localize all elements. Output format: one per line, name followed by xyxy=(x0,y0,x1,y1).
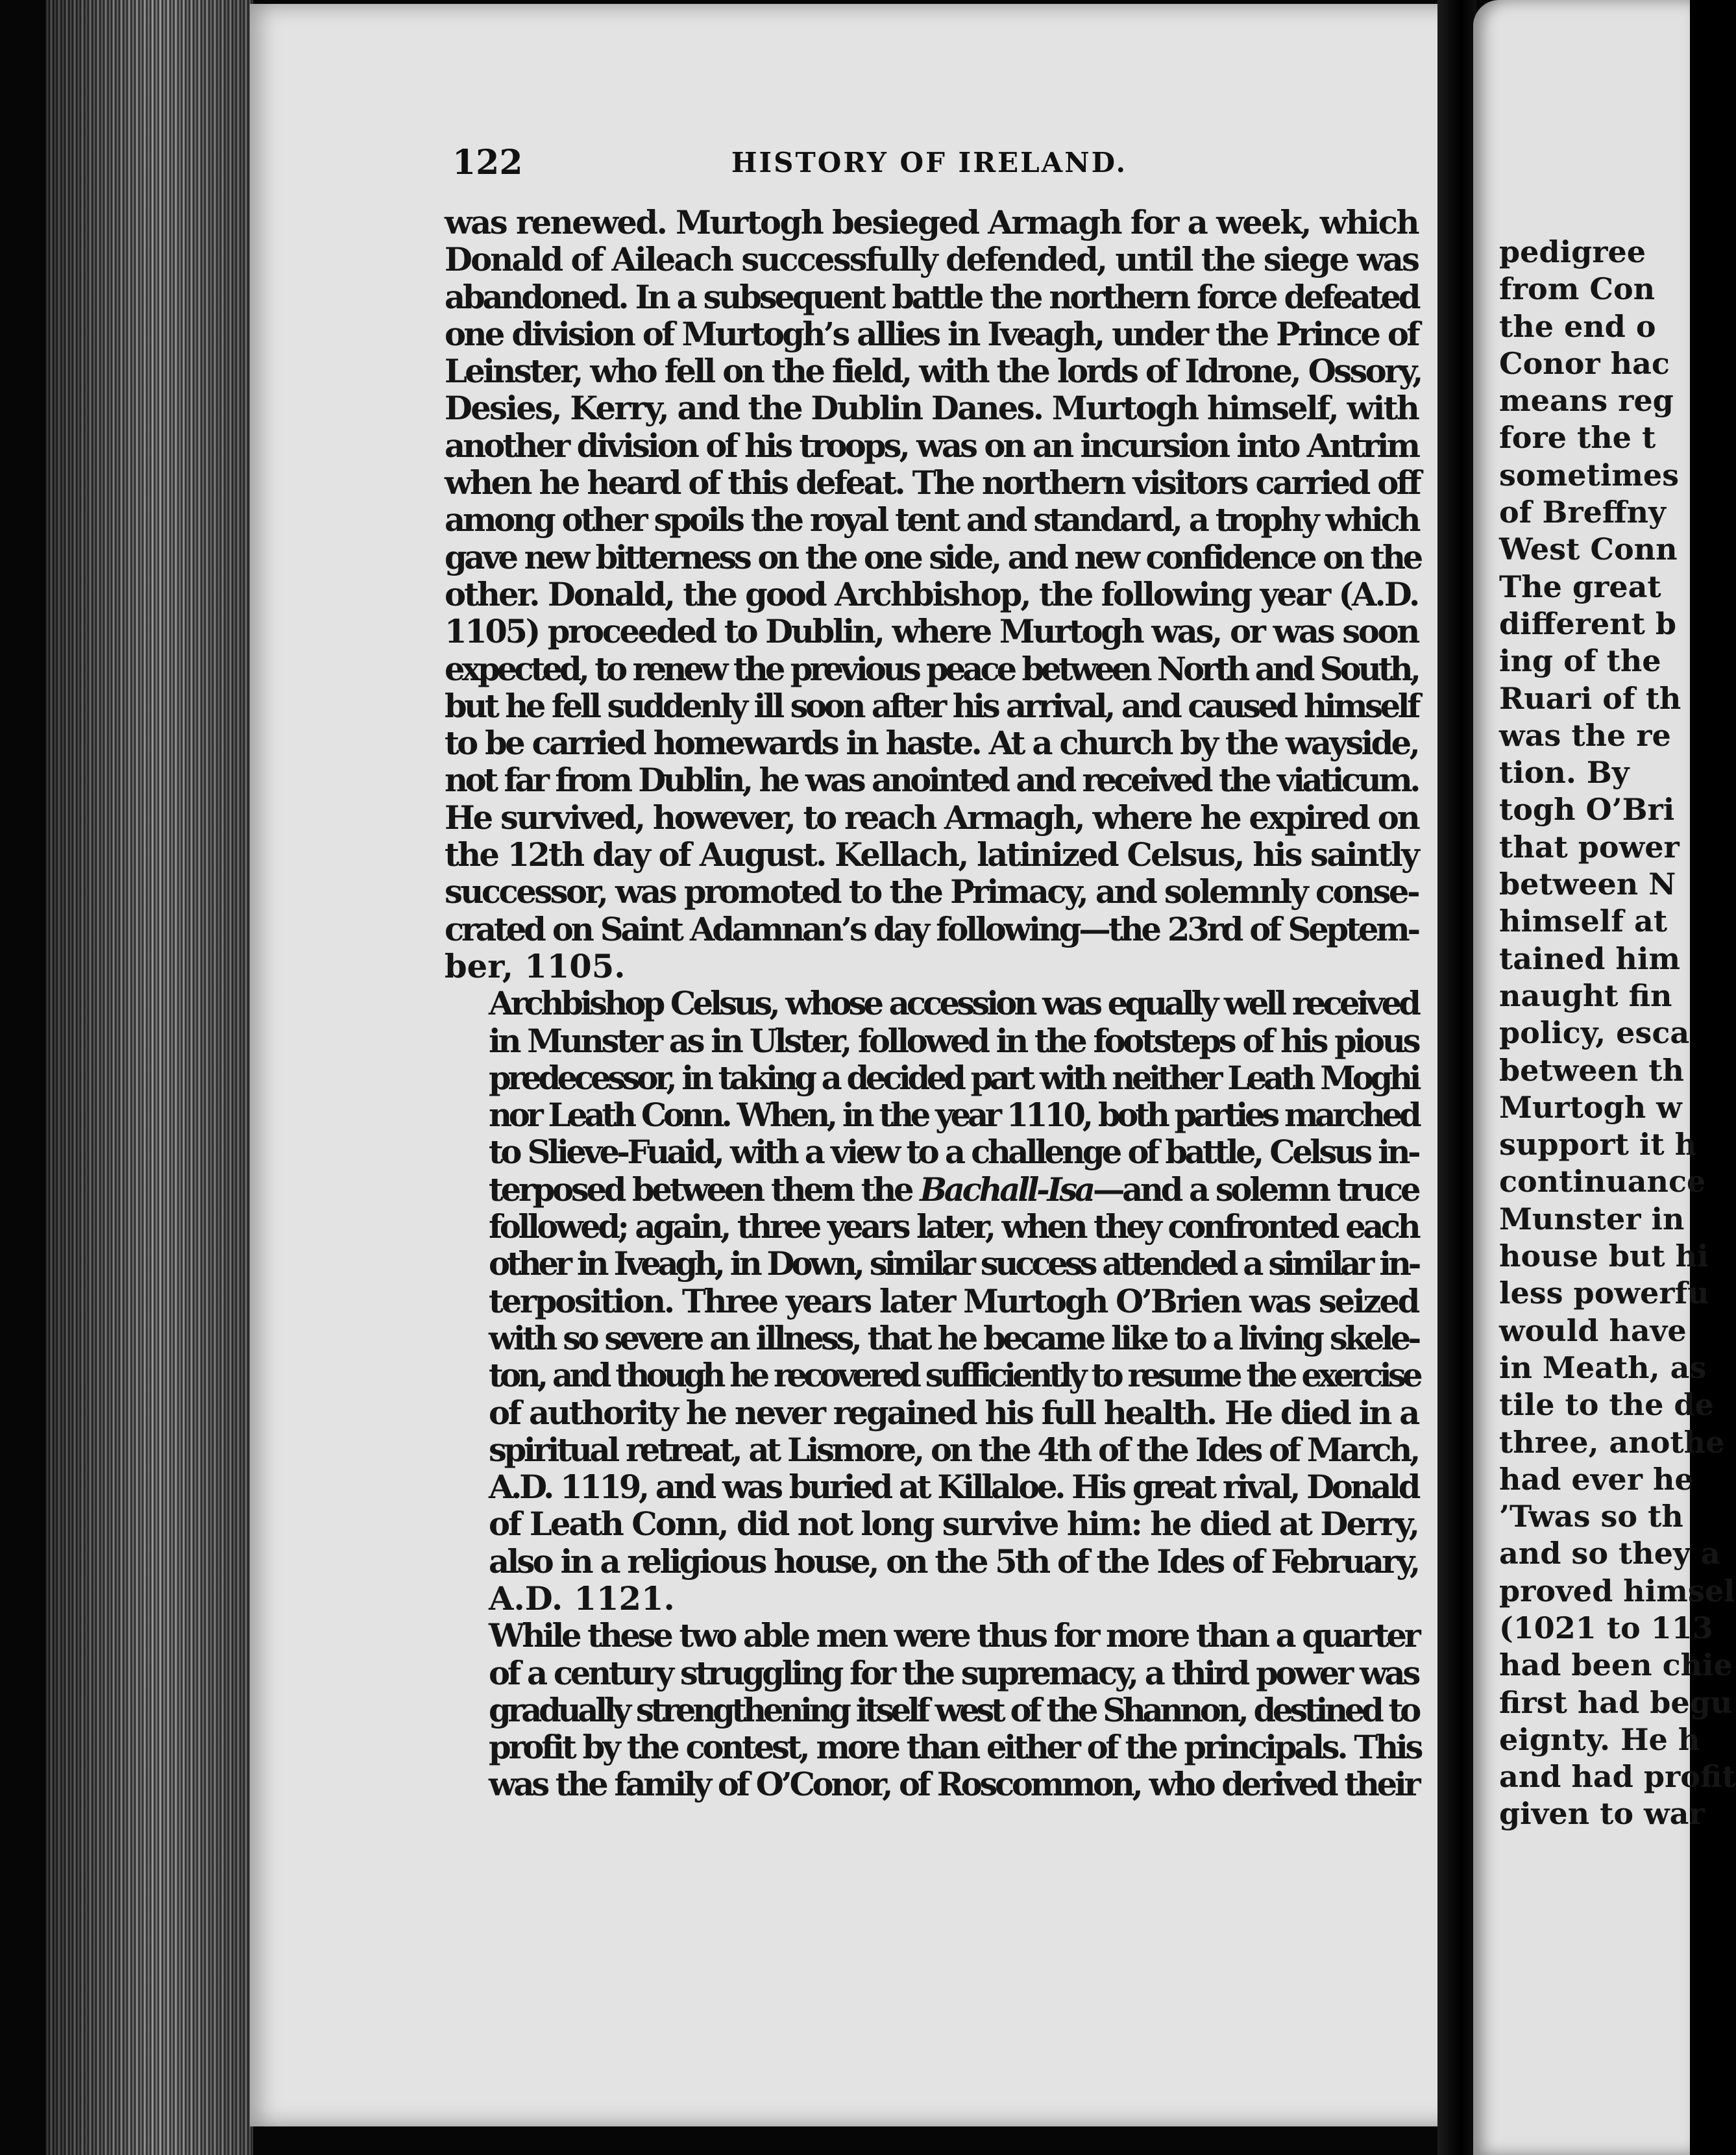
facing-page-line: pedigree xyxy=(1499,234,1646,269)
text-line: Desies, Kerry, and the Dublin Danes. Murtogh himself, with xyxy=(445,389,1418,428)
facing-page-line: eignty. He h xyxy=(1499,1721,1700,1757)
facing-page-line: between N xyxy=(1499,867,1676,902)
text-line: when he heard of this defeat. The northern visitors carried off xyxy=(445,463,1420,502)
facing-page xyxy=(1473,0,1736,2155)
facing-page-line: ’Twas so th xyxy=(1499,1499,1683,1534)
text-line: A.D. 1119, and was buried at Killaloe. His great rival, Donald xyxy=(489,1468,1419,1507)
facing-page-line: Conor hac xyxy=(1499,345,1670,381)
text-line: of Leath Conn, did not long survive him: he died at Derry, xyxy=(489,1505,1419,1544)
facing-page-line: in Meath, as xyxy=(1499,1349,1707,1385)
book-page-edges xyxy=(45,0,253,2155)
facing-page-line: given to war xyxy=(1499,1796,1705,1832)
facing-page-line: less powerfu xyxy=(1499,1275,1709,1311)
text-line: but he fell suddenly ill soon after his arrival, and caused himself xyxy=(445,686,1418,725)
facing-page-line: (1021 to 113 xyxy=(1499,1610,1713,1645)
paragraph xyxy=(445,1616,1421,1804)
facing-page-line: sometimes xyxy=(1499,457,1680,493)
text-line: predecessor, in taking a decided part with neither Leath Moghi xyxy=(489,1058,1419,1097)
text-line: other. Donald, the good Archbishop, the following year (A.D. xyxy=(445,574,1419,613)
text-line: While these two able men were thus for more than a quarter xyxy=(489,1616,1419,1655)
page-number: 122 xyxy=(452,143,523,182)
facing-page-line: that power xyxy=(1499,829,1680,865)
facing-page-line: tion. By xyxy=(1499,755,1630,791)
text-line: successor, was promoted to the Primacy, and solemnly conse- xyxy=(445,872,1418,911)
text-line: also in a religious house, on the 5th of the Ides of February, xyxy=(489,1542,1419,1581)
running-head xyxy=(452,143,1406,188)
facing-page-line: means reg xyxy=(1499,383,1674,419)
book-gutter xyxy=(1437,0,1476,2155)
text-line: He survived, however, to reach Armagh, where he expired on xyxy=(445,798,1419,837)
facing-page-line: fore the t xyxy=(1499,420,1656,456)
facing-page-line: had ever he xyxy=(1499,1461,1694,1497)
text-line: terposition. Three years later Murtogh O’Brien was seized xyxy=(489,1281,1418,1320)
text-line: in Munster as in Ulster, followed in the footsteps of his pious xyxy=(489,1021,1419,1060)
facing-page-text xyxy=(1499,234,1736,1833)
facing-page-line: ing of the xyxy=(1499,643,1661,679)
text-line: profit by the contest, more than either of the principals. This xyxy=(489,1728,1421,1767)
body-text xyxy=(445,203,1421,1804)
text-line: gave new bitterness on the one side, and new confidence on the xyxy=(445,537,1421,576)
facing-page-line: togh O’Bri xyxy=(1499,792,1675,828)
text-line: gradually strengthening itself west of the Shannon, destined to xyxy=(489,1690,1418,1729)
running-head-title: HISTORY OF IRELAND. xyxy=(731,147,1128,179)
text-line: 1105) proceeded to Dublin, where Murtogh was, or was soon xyxy=(445,612,1418,651)
text-line: the 12th day of August. Kellach, latinized Celsus, his saintly xyxy=(445,835,1418,874)
facing-page-line: policy, esca xyxy=(1499,1015,1690,1051)
italic-phrase: Bachall-Isa xyxy=(920,1170,1093,1209)
text-line: spiritual retreat, at Lismore, on the 4th of the Ides of March, xyxy=(489,1430,1418,1469)
text-line: ton, and though he recovered sufficiently to resume the exercise xyxy=(489,1356,1419,1395)
paragraph xyxy=(445,985,1418,1617)
facing-page-line: and had profit xyxy=(1499,1759,1736,1795)
text-line: followed; again, three years later, when they confronted each xyxy=(489,1207,1419,1246)
facing-page-line: naught fin xyxy=(1499,978,1672,1013)
facing-page-line: was the re xyxy=(1499,717,1671,753)
text-line: of authority he never regained his full health. He died in a xyxy=(489,1393,1418,1432)
text-line: abandoned. In a subsequent battle the northern force defeated xyxy=(445,277,1419,316)
text-line: A.D. 1121. xyxy=(489,1579,675,1618)
facing-page-line: and so they a xyxy=(1499,1536,1720,1571)
facing-page-line: Murtogh w xyxy=(1499,1089,1682,1125)
text-line: another division of his troops, was on an incursion into Antrim xyxy=(445,426,1418,465)
text-line: of a century struggling for the supremacy, a third power was xyxy=(489,1653,1418,1692)
text-line: was renewed. Murtogh besieged Armagh for a week, which xyxy=(445,203,1418,241)
facing-page-line: first had begu xyxy=(1499,1684,1733,1720)
facing-page-line: from Con xyxy=(1499,271,1656,307)
facing-page-line: continuance xyxy=(1499,1164,1706,1200)
text-line: Leinster, who fell on the field, with the lords of Idrone, Ossory, xyxy=(445,352,1421,391)
facing-page-line: Munster in xyxy=(1499,1201,1685,1237)
facing-page-line: tile to the de xyxy=(1499,1387,1714,1423)
facing-page-line: Ruari of th xyxy=(1499,680,1681,716)
text-line: expected, to renew the previous peace between North and South, xyxy=(445,649,1418,688)
text-line: Donald of Aileach successfully defended, until the siege was xyxy=(445,240,1418,279)
facing-page-line: had been chie xyxy=(1499,1647,1733,1683)
facing-page-line: support it h xyxy=(1499,1127,1697,1163)
text-line: to be carried homewards in haste. At a church by the wayside, xyxy=(445,724,1418,763)
facing-page-line: would have xyxy=(1499,1312,1687,1348)
facing-page-line: himself at xyxy=(1499,904,1668,939)
text-line: crated on Saint Adamnan’s day following—the 23rd of Septem- xyxy=(445,909,1418,948)
facing-page-line: different b xyxy=(1499,606,1677,641)
facing-page-line: of Breffny xyxy=(1499,495,1666,530)
facing-page-line: three, anothe xyxy=(1499,1424,1725,1460)
text-line: ber, 1105. xyxy=(445,946,626,985)
left-page xyxy=(250,4,1476,2126)
text-line: not far from Dublin, he was anointed and received the viaticum. xyxy=(445,761,1418,800)
facing-page-line: West Conn xyxy=(1499,532,1678,567)
text-line: was the family of O’Conor, of Roscommon, who derived their xyxy=(489,1765,1419,1804)
text-line: to Slieve-Fuaid, with a view to a challenge of battle, Celsus in- xyxy=(489,1133,1418,1172)
text-line: with so severe an illness, that he became like to a living skele- xyxy=(489,1318,1419,1357)
facing-page-line: tained him xyxy=(1499,941,1681,976)
paragraph xyxy=(445,203,1421,985)
facing-page-line: The great xyxy=(1499,569,1661,604)
facing-page-line: house but hi xyxy=(1499,1238,1709,1274)
facing-page-line: between th xyxy=(1499,1052,1684,1088)
text-line: other in Iveagh, in Down, similar success attended a similar in- xyxy=(489,1244,1419,1283)
facing-page-line: the end o xyxy=(1499,308,1656,344)
text-line: nor Leath Conn. When, in the year 1110, both parties marched xyxy=(489,1096,1419,1135)
text-line: among other spoils the royal tent and standard, a trophy which xyxy=(445,500,1419,539)
facing-page-line: proved himsel xyxy=(1499,1573,1735,1608)
text-line: terposed between them the Bachall-Isa—and a solemn truce xyxy=(489,1170,1419,1209)
text-line: one division of Murtogh’s allies in Iveagh, under the Prince of xyxy=(445,314,1419,353)
text-line: Archbishop Celsus, whose accession was equally well received xyxy=(489,984,1419,1023)
